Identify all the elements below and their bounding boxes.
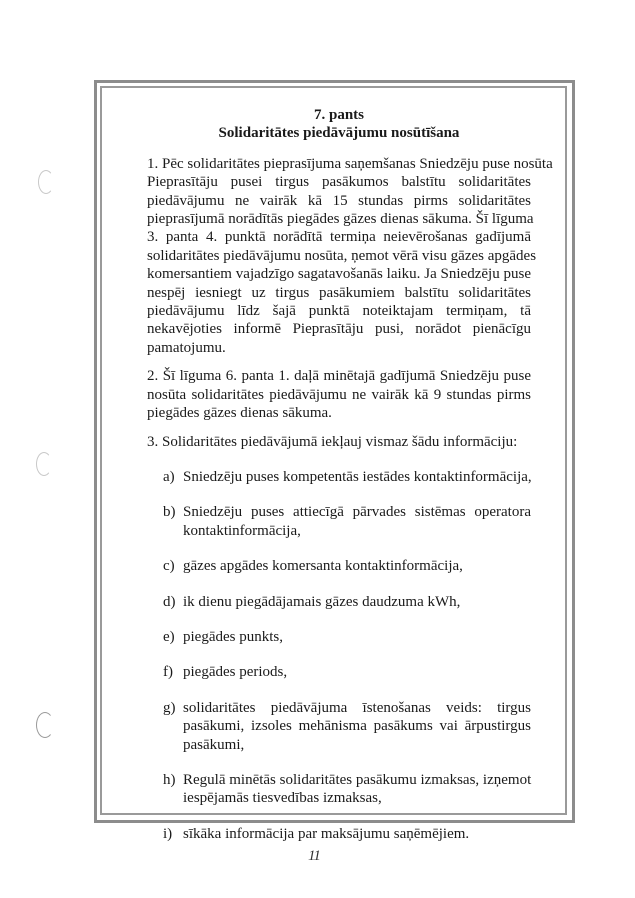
text-line: ik dienu piegādājamais gāzes daudzuma kWh, [183,593,461,610]
list-item-label: c) [163,558,175,575]
list-item [147,663,531,681]
punch-hole-mark [36,712,54,738]
text-line: piedāvājumu ne vairāk kā 15 stundas pirms solidaritātes [147,192,531,209]
list-item-label: d) [163,593,176,610]
text-line: nespēj iesniegt uz tirgus pasākumiem balstītu solidaritātes [147,284,531,301]
list-item [147,593,531,611]
punch-hole-mark [36,452,52,476]
text-line: piegādes periods, [183,664,288,681]
list-item [147,771,531,808]
text-line: solidaritātes piedāvājumu nosūta, ņemot vērā visu gāzes apgādes [147,247,537,264]
list-item [147,503,531,540]
text-line: Sniedzēju puses kompetentās iestādes kontaktinformācija, [183,468,532,485]
paragraph-2 [147,367,531,422]
list-item-label: e) [163,628,175,645]
text-line: piegādes gāzes dienas sākuma. [147,405,332,422]
text-line: Pieprasītāju pusei tirgus pasākumos balstītu solidaritātes [147,174,531,191]
text-line: nosūta solidaritātes piedāvājumu ne vairāk kā 9 stundas pirms [147,386,531,403]
text-line: nekavējoties informē Pieprasītāju pusi, norādot pienācīgu [147,321,531,338]
list-item-label: b) [163,504,176,521]
list-item [147,699,531,754]
text-line: solidaritātes piedāvājuma īstenošanas veids: tirgus [183,699,531,716]
list-item [147,468,531,486]
page-number: 11 [308,848,320,864]
text-line: piedāvājumu līdz šajā punktā noteiktajam termiņam, tā [147,303,531,320]
list-item-label: h) [163,771,176,788]
list-item-text [183,825,531,843]
list-item-text [183,699,531,754]
list-item-text [183,593,531,611]
list-item-text [183,503,531,540]
text-line: pasākumi, [183,736,245,753]
paragraph-3 [147,433,531,451]
text-line: pasākumi, izsoles mehānisma pasākums vai ārpustirgus [183,718,531,735]
punch-hole-mark [38,170,54,194]
list-item [147,825,531,843]
text-line: Sniedzēju puses attiecīgā pārvades sistēmas operatora [183,504,531,521]
text-line: iespējamās tiesvedības izmaksas, [183,790,382,807]
list-item-label: a) [163,468,175,485]
text-line: 3. Solidaritātes piedāvājumā iekļauj vismaz šādu informāciju: [147,433,518,450]
list-item-text [183,771,531,808]
list-item-text [183,628,531,646]
text-line: gāzes apgādes komersanta kontaktinformācija, [183,558,463,575]
text-line: piegādes punkts, [183,628,283,645]
paragraph-1 [147,155,553,357]
text-line: pieprasījumā norādītās piegādes gāzes dienas sākuma. Šī līguma [147,211,534,228]
list-item [147,557,531,575]
list-item-text [183,557,531,575]
article-content [147,106,553,843]
list-item-label: g) [163,699,176,716]
text-line: 3. panta 4. punktā norādītā termiņa neievērošanas gadījumā [147,229,531,246]
text-line: 1. Pēc solidaritātes pieprasījuma saņemšanas Sniedzēju puse nosūta [147,155,553,172]
article-number: 7. pants [313,107,365,123]
list-item-text [183,663,531,681]
text-line: pamatojumu. [147,339,226,356]
text-line: kontaktinformācija, [183,522,301,539]
list-item-label: i) [163,825,173,842]
article-heading: Solidaritātes piedāvājumu nosūtīšana [218,125,460,142]
list-item [147,628,531,646]
text-line: komersantiem vajadzīgo sagatavošanās laiku. Ja Sniedzēju puse [147,266,531,283]
list-item-label: f) [163,664,173,681]
article-paragraphs [147,155,553,451]
text-line: Regulā minētās solidaritātes pasākumu izmaksas, izņemot [183,771,532,788]
list-item-text [183,468,531,486]
text-line: 2. Šī līguma 6. panta 1. daļā minētajā gadījumā Sniedzēju puse [147,368,531,385]
text-line: sīkāka informācija par maksājumu saņēmējiem. [183,825,470,842]
information-list [147,468,531,843]
